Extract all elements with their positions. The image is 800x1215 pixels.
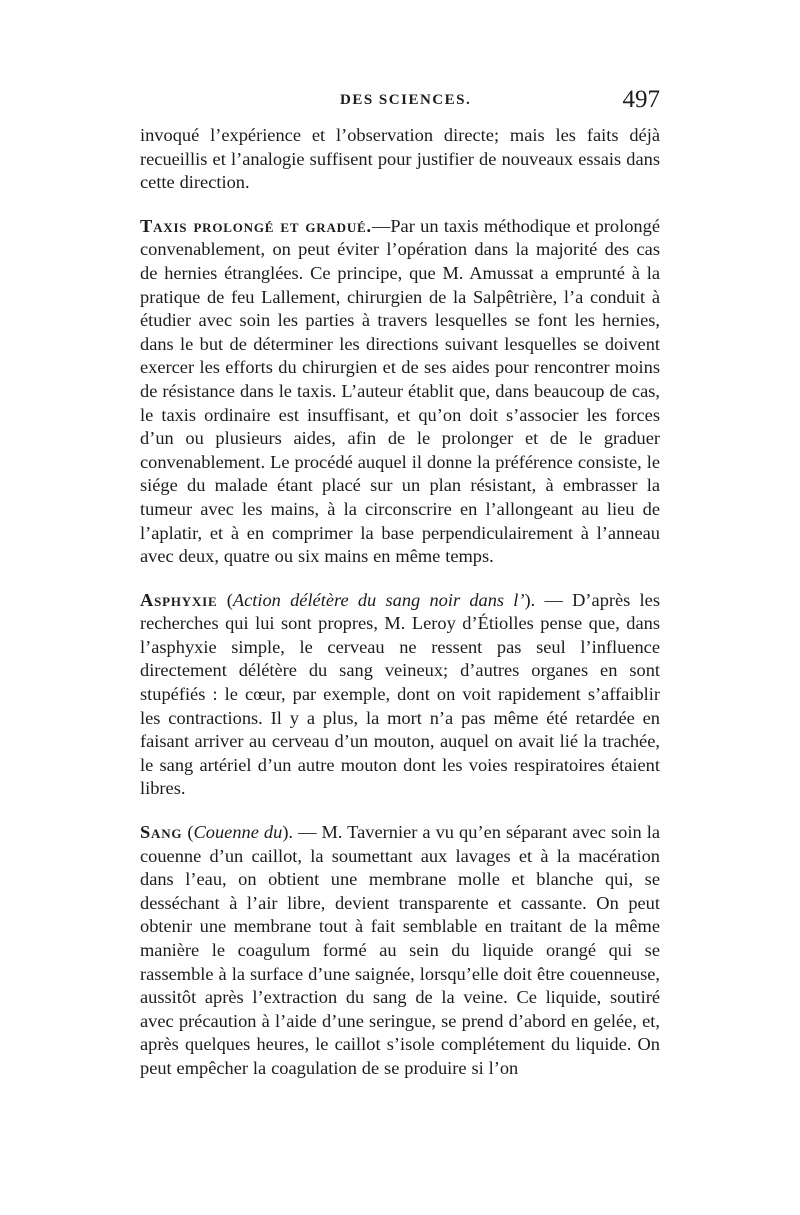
intro-paragraph: invoqué l’expérience et l’observation directe; mais les faits déjà recueillis et l’analogie suffisent pour justifier de nouveaux essais dans cette direction.	[140, 125, 660, 193]
section-body: —Par un taxis méthodique et prolongé convenablement, on peut éviter l’opération dans la majorité des cas de hernies étranglées. Ce principe, que M. Amussat a emprunté à la pratique de feu Lallement, chirurgien de la Salpêtrière, l’a conduit à étudier avec soin les parties à travers lesquelles se font les hernies, dans le but de déterminer les directions suivant lesquelles se doivent exercer les efforts du chirurgien et de ses aides pour rencontrer moins de résistance dans le taxis. L’auteur établit que, dans beaucoup de cas, le taxis ordinaire est insuffisant, et qu’on doit s’associer les forces d’un ou plusieurs aides, afin de le prolonger et de le graduer convenablement. Le procédé auquel il donne la préférence consiste, le siége du malade étant placé sur un plan résistant, à embrasser la tumeur avec les mains, à la circonscrire en l’allongeant au lieu de l’aplatir, et à en comprimer la base perpendiculairement à l’anneau avec deux, quatre ou six mains en même temps.	[140, 215, 660, 567]
running-head	[140, 86, 660, 122]
page-number: 497	[622, 86, 660, 113]
section-body: ). — D’après les recherches qui lui sont propres, M. Leroy d’Étiolles pense que, dans l’asphyxie simple, le cerveau ne ressent pas seul l’influence directement délétère du sang veineux; d’autres organes en sont stupéfiés : le cœur, par exemple, dont on voit rapidement s’affaiblir les contractions. Il y a plus, la mort n’a pas même été retardée en faisant arriver au cerveau d’un mouton, auquel on avait lié la trachée, le sang artériel d’un autre mouton dont les voies respiratoires étaient libres.	[140, 589, 660, 799]
section-body: ). — M. Tavernier a vu qu’en séparant avec soin la couenne d’un caillot, la soumettant aux lavages et à la macération dans l’eau, on obtient une membrane molle et blanche qui, se desséchant à l’air libre, devient transparente et cassante. On peut obtenir une membrane tout à fait semblable en traitant de la même manière le coagulum formé au sein du liquide orangé qui se rassemble à la surface d’une saignée, lorsqu’elle doit être couenneuse, aussitôt après l’extraction du sang de la veine. Ce liquide, soutiré avec précaution à l’aide d’une seringue, se prend d’abord en gelée, et, après quelques heures, le caillot s’isole complétement du liquide. On peut empêcher la coagulation de se produire si l’on	[140, 822, 660, 1078]
running-title: DES SCIENCES.	[340, 92, 472, 108]
section-heading: Taxis prolongé et gradué.	[140, 215, 372, 236]
section-subheading: Couenne du	[193, 822, 283, 843]
section-subheading: Action délétère du sang noir dans l’	[232, 589, 525, 610]
section-asphyxie	[140, 589, 660, 801]
book-page	[140, 86, 660, 1081]
section-lead: (	[217, 589, 233, 610]
section-sang	[140, 821, 660, 1081]
section-lead: (	[182, 822, 194, 843]
section-heading: Asphyxie	[140, 589, 218, 610]
section-taxis	[140, 215, 660, 569]
section-heading: Sang	[140, 822, 183, 843]
